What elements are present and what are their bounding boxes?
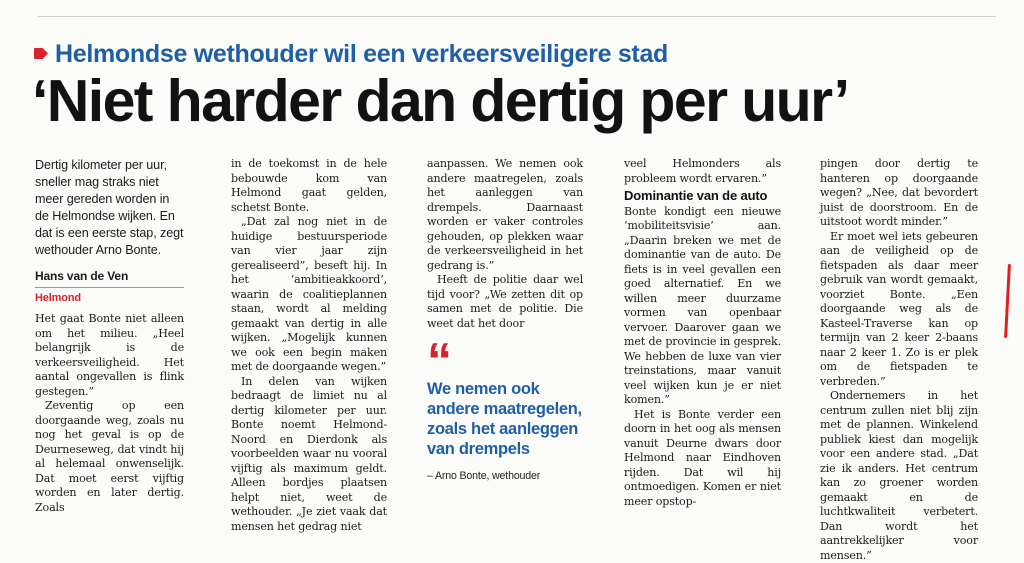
kicker [34,40,668,69]
body-paragraph: veel Helmonders als probleem wordt ervaren.” [624,157,781,185]
red-margin-mark [1004,264,1011,338]
red-arrow-marker-icon [34,48,48,59]
quote-mark-icon: “ [427,341,452,375]
body-paragraph: in de toekomst in de hele bebouwde kom van Helmond gaat gelden, schetst Bonte. [231,157,387,214]
body-paragraph: Het is Bonte verder een doorn in het oog als mensen vanuit Deurne dwars door Helmond naar Eindhoven rijden. Dat wil hij ontmoedigen. Komen er niet meer opstop- [624,407,781,508]
author-byline: Hans van de Ven [35,269,184,288]
column-4 [624,157,781,509]
dateline-place: Helmond [35,291,82,304]
column-5 [820,157,978,563]
quote-attribution: – Arno Bonte, wethouder [427,470,541,482]
column-2 [231,157,387,534]
body-paragraph: In delen van wijken bedraagt de limiet nu al dertig kilometer per uur. Bonte noemt Helmond-Noord en Dierdonk als voorbeelden waar nu vooral vijftig als maximum geldt. Alleen bordjes plaatsen helpt niet, weet de wethouder. „Je ziet vaak dat mensen het gedrag niet [231,374,387,533]
column-3 [427,157,583,484]
intro: Dertig kilometer per uur, sneller mag straks niet meer gereden worden in de Helmondse wijken. En dat is een eerste stap, zegt wethouder Arno Bonte. [35,158,184,257]
subheading: Dominantie van de auto [624,188,768,203]
headline: ‘Niet harder dan dertig per uur’ [32,68,849,134]
body-paragraph: Bonte kondigt een nieuwe ‘mobiliteitsvisie’ aan. „Daarin breken we met de dominantie van de auto. De fiets is in veel gevallen een goed alternatief. En we willen meer duurzame vormen van openbaar vervoer. Daarover gaan we met de provincie in gesprek. We hebben de luxe van vier treinstations, maar vanuit veel wijken kun je er niet komen.” [624,204,781,406]
body-paragraph: Ondernemers in het centrum zullen niet blij zijn met de plannen. Winkelend publiek kiest dan mogelijk voor een andere stad. „Dat zie ik anders. Het centrum kan zo groener worden gemaakt en de luchtkwaliteit verbetert. Dan wordt het aantrekkelijker voor mensen.” [820,389,978,562]
body-paragraph: Er moet wel iets gebeuren aan de veiligheid op de fietspaden als daar meer gebruik van wordt gemaakt, voorziet Bonte. „Een doorgaande weg als de Kasteel-Traverse kan op termijn van 2 keer 2-baans naar 2 keer 1. Zo is er plek om de fietspaden te verbreden.” [820,229,978,388]
body-paragraph: „Dat zal nog niet in de huidige bestuursperiode van vier jaar zijn gerealiseerd”, beseft hij. In het ‘ambitieakkoord’, waarin de coalitieplannen staan, wordt al melding gemaakt van dertig in alle wijken. „Mogelijk kunnen we ook een begin maken met de doorgaande wegen.” [231,215,387,373]
body-paragraph: Het gaat Bonte niet alleen om het milieu. „Heel belangrijk is de verkeersveiligheid. Het aantal ongevallen is flink gestegen.” [35,312,184,398]
body-paragraph: Zeventig op een doorgaande weg, zoals nu nog het geval is op de Deurneseweg, dat vindt hij al helemaal onwenselijk. Dat moet eerst vijftig worden en later dertig. Zoals [35,399,184,514]
kicker-text: Helmondse wethouder wil een verkeersveiligere stad [55,40,669,68]
body-paragraph: pingen door dertig te hanteren op doorgaande wegen? „Nee, dat bevordert juist de doorstroom. En de uitstoot wordt minder.” [820,157,978,228]
top-rule [38,16,996,17]
pull-quote: We nemen ook andere maatregelen, zoals het aanleggen van drempels [427,380,582,458]
body-paragraph: Heeft de politie daar wel tijd voor? „We zetten dit op samen met de politie. Die weet dat het door [427,273,583,330]
body-paragraph: aanpassen. We nemen ook andere maatregelen, zoals het aanleggen van drempels. Daarnaast worden er vaker controles gehouden, op plekken waar de verkeersveiligheid in het gedrang is.” [427,157,583,272]
column-1 [35,157,184,515]
